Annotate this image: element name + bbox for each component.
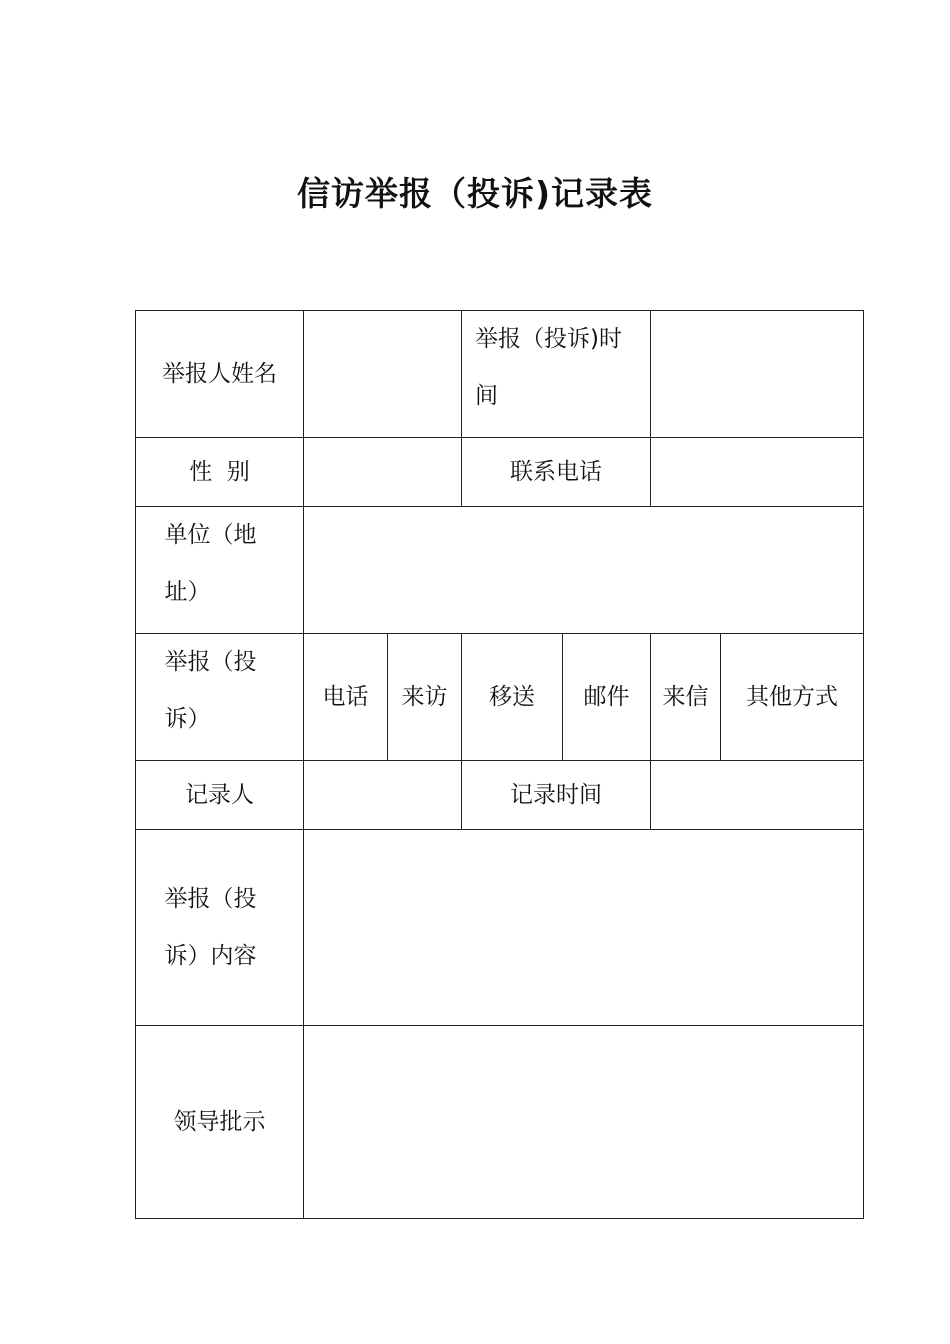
- leader-label: 领导批示: [173, 1108, 266, 1135]
- method-option-label: 来访: [401, 683, 448, 710]
- row-recorder: [136, 761, 864, 830]
- row-leader: [136, 1026, 864, 1219]
- gender-label-cell: [136, 438, 304, 507]
- report-time-input-cell[interactable]: [651, 311, 864, 438]
- leader-label-cell: [136, 1026, 304, 1219]
- method-option-other[interactable]: [721, 634, 864, 761]
- method-option-label: 其他方式: [746, 683, 838, 710]
- row-gender-phone: [136, 438, 864, 507]
- row-unit: [136, 507, 864, 634]
- method-option-label: 电话: [322, 683, 369, 710]
- row-content: [136, 830, 864, 1026]
- unit-label: 单位（地址）: [164, 522, 257, 605]
- unit-label-cell: [136, 507, 304, 634]
- recorder-label-cell: [136, 761, 304, 830]
- complaint-record-table: [135, 310, 864, 1219]
- method-option-label: 邮件: [583, 683, 630, 710]
- phone-input-cell[interactable]: [651, 438, 864, 507]
- report-time-label-cell: [462, 311, 651, 438]
- method-label: 举报（投诉）: [164, 649, 257, 732]
- phone-label-cell: [462, 438, 651, 507]
- recorder-input-cell[interactable]: [304, 761, 462, 830]
- name-input-cell[interactable]: [304, 311, 462, 438]
- method-option-letter[interactable]: [651, 634, 721, 761]
- name-label-cell: [136, 311, 304, 438]
- method-option-email[interactable]: [563, 634, 651, 761]
- gender-label: 性 别: [189, 458, 250, 485]
- record-time-label: 记录时间: [510, 781, 602, 808]
- method-option-visit[interactable]: [388, 634, 462, 761]
- content-input-cell[interactable]: [304, 830, 864, 1026]
- record-time-label-cell: [462, 761, 651, 830]
- content-label-cell: [136, 830, 304, 1026]
- gender-input-cell[interactable]: [304, 438, 462, 507]
- report-time-label: 举报（投诉)时间: [475, 326, 622, 409]
- leader-input-cell[interactable]: [304, 1026, 864, 1219]
- method-label-cell: [136, 634, 304, 761]
- method-option-transfer[interactable]: [462, 634, 563, 761]
- row-method: [136, 634, 864, 761]
- phone-label: 联系电话: [510, 458, 602, 485]
- name-label: 举报人姓名: [162, 360, 277, 387]
- method-option-label: 来信: [662, 683, 709, 710]
- page-title: 信访举报（投诉)记录表: [296, 174, 654, 213]
- content-label: 举报（投诉）内容: [164, 885, 257, 969]
- method-option-label: 移送: [489, 683, 535, 710]
- row-name-time: [136, 311, 864, 438]
- recorder-label: 记录人: [185, 781, 254, 808]
- unit-input-cell[interactable]: [304, 507, 864, 634]
- method-option-phone[interactable]: [304, 634, 388, 761]
- record-time-input-cell[interactable]: [651, 761, 864, 830]
